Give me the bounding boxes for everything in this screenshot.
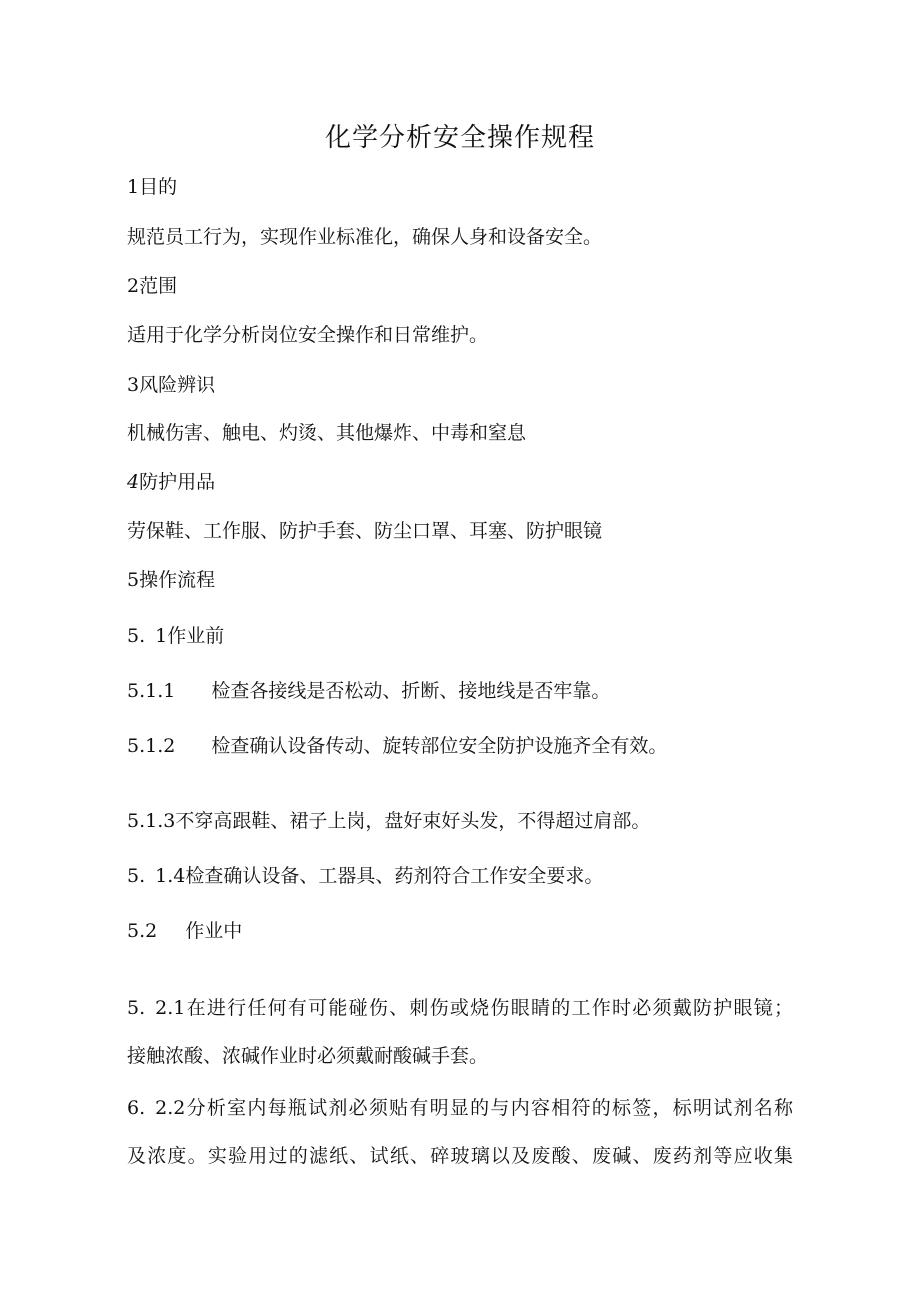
section-5-heading: 5操作流程 <box>127 569 216 591</box>
section-2-heading: 2范围 <box>127 275 178 297</box>
item-5-1-4 <box>127 861 603 891</box>
item-5-1-1 <box>127 676 610 706</box>
item-5-1-1-text: 检查各接线是否松动、折断、接地线是否牢靠。 <box>211 680 611 702</box>
section-2-text: 适用于化学分析岗位安全操作和日常维护。 <box>127 324 489 346</box>
section-5-1-heading-line <box>127 621 224 651</box>
item-6-2-2-text-line1: 2.2分析室内每瓶试剂必须贴有明显的与内容相符的标签，标明试剂名称 <box>155 1097 793 1119</box>
item-5-1-2-text: 检查确认设备传动、旋转部位安全防护设施齐全有效。 <box>211 735 668 757</box>
section-5-1-number: 5. <box>127 625 146 647</box>
item-5-1-2 <box>127 731 667 761</box>
item-6-2-2-line1 <box>127 1093 793 1123</box>
section-5-2-number: 5.2 <box>127 920 158 942</box>
item-5-2-1-text-line1: 2.1在进行任何有可能碰伤、刺伤或烧伤眼睛的工作时必须戴防护眼镜； <box>155 997 793 1019</box>
section-5-2-heading-line <box>127 916 242 946</box>
item-5-1-4-text: 1.4检查确认设备、工器具、药剂符合工作安全要求。 <box>155 865 604 887</box>
section-4-number: 4 <box>127 471 140 493</box>
section-4-text: 劳保鞋、工作服、防护手套、防尘口罩、耳塞、防护眼镜 <box>127 520 603 542</box>
section-5-2-heading: 作业中 <box>185 920 243 942</box>
section-4-heading-line <box>127 467 215 497</box>
section-3-text: 机械伤害、触电、灼烫、其他爆炸、中毒和窒息 <box>127 422 527 444</box>
item-5-2-1-line2: 接触浓酸、浓碱作业时必须戴耐酸碱手套。 <box>127 1045 489 1067</box>
item-5-2-1-line1 <box>127 993 793 1023</box>
item-5-1-4-number: 5. <box>127 865 146 887</box>
section-4-heading: 防护用品 <box>139 471 216 493</box>
item-6-2-2-line2: 及浓度。实验用过的滤纸、试纸、碎玻璃以及废酸、废碱、废药剂等应收集 <box>127 1145 793 1167</box>
section-3-heading: 3风险辨识 <box>127 374 216 396</box>
item-5-2-1-number: 5. <box>127 997 146 1019</box>
item-5-1-1-number: 5.1.1 <box>127 680 176 702</box>
section-5-1-heading: 1作业前 <box>155 625 225 647</box>
item-5-1-2-number: 5.1.2 <box>127 735 176 757</box>
section-1-heading: 1目的 <box>127 176 178 198</box>
item-5-1-3: 5.1.3不穿高跟鞋、裙子上岗，盘好束好头发，不得超过肩部。 <box>127 810 651 832</box>
item-6-2-2-number: 6. <box>127 1097 146 1119</box>
document-title: 化学分析安全操作规程 <box>324 123 595 153</box>
section-1-text: 规范员工行为，实现作业标准化，确保人身和设备安全。 <box>127 226 603 248</box>
